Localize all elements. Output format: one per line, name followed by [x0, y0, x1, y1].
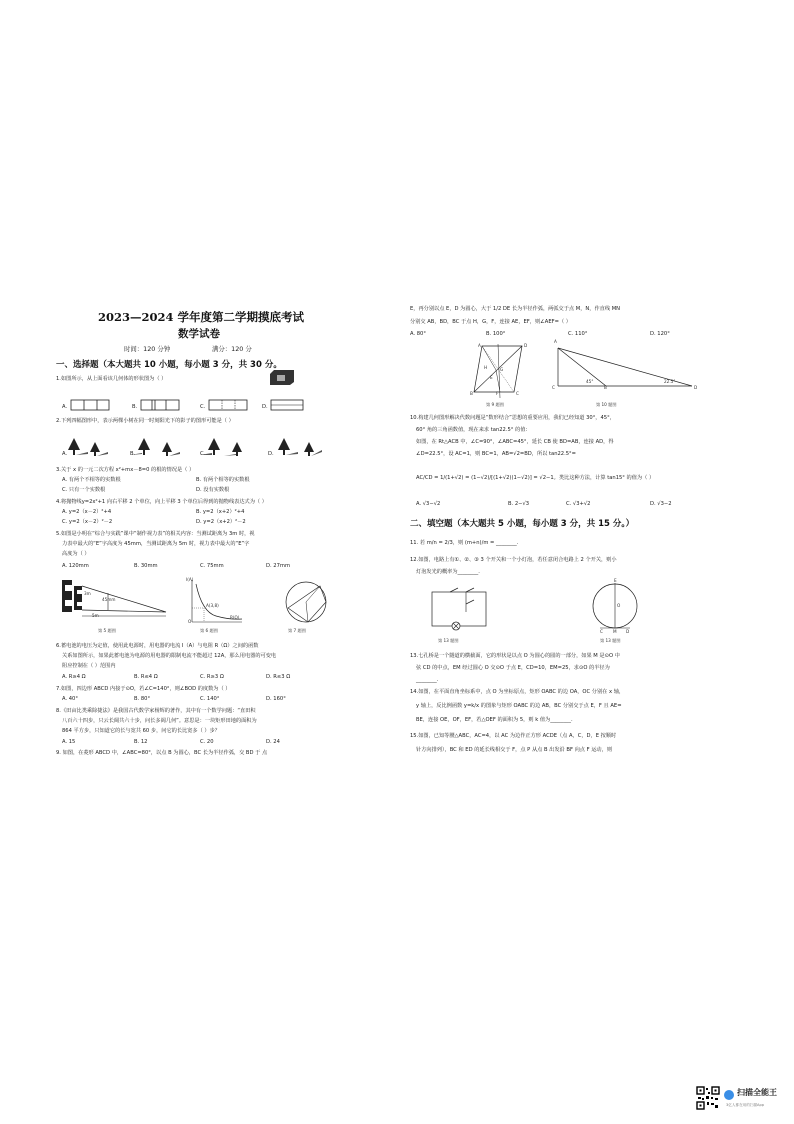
q6-axis-r: R(Ω) — [230, 615, 240, 620]
q10-label-c: C — [552, 385, 555, 390]
q9-continued-line1: E，再分别以点 E，D 为圆心，大于 1/2 DE 长为半径作弧，两弧交于点 M，N，作直线 MN — [410, 306, 621, 312]
q5-label-3m: 3m — [84, 591, 91, 596]
q10-angle-45: 45° — [586, 379, 594, 384]
q14-text-line2: y 轴上，反比例函数 y=k/x 的图象与矩形 OABC 的边 AB，BC 分别交于点 E，F 且 AE= — [416, 703, 622, 709]
q4-option-c: C. y=2（x－2）²－2 — [62, 519, 113, 525]
q2-option-d: D. — [268, 451, 274, 457]
q15-text-line2: 针方向排列），BC 和 ED 的延长线相交于 F，点 P 从点 B 出发沿 BF 向点 F 运动，则 — [416, 747, 612, 753]
q2-text: 2.下列四幅图形中，表示两棵小树在同一时刻阳光下的影子的图形可能是（ ） — [56, 418, 234, 424]
q6-option-d: D. R≤3 Ω — [266, 674, 291, 680]
q5-text-line1: 5.如图是小明在“综合与实践”课中“制作视力表”的相关内容：当测试距离为 3m 时，视 — [56, 531, 255, 537]
q8-option-b: B. 12 — [134, 739, 148, 745]
q8-option-c: C. 20 — [200, 739, 214, 745]
scanner-app-slogan: 3亿人都在用的扫描App — [726, 1103, 765, 1107]
exam-subtitle: 数学试卷 — [178, 328, 220, 340]
exam-time: 时间：120 分钟 — [124, 345, 171, 353]
q9-label-a: A — [478, 343, 481, 348]
q9-continued-line2: 分别交 AB，BD，BC 于点 H，G，F，连接 AE，EF，则∠AEF=（ ） — [410, 319, 571, 325]
q9-option-d: D. 120° — [650, 331, 670, 337]
section2-heading: 二、填空题（本大题共 5 小题，每小题 3 分，共 15 分。） — [410, 519, 635, 529]
section1-heading: 一、选择题（本大题共 10 小题，每小题 3 分，共 30 分。 — [56, 360, 282, 370]
q9-label-b: B — [470, 391, 473, 396]
q11-text: 11. 若 m/n = 2/3，则 (m+n)/m = ________. — [410, 540, 519, 546]
q1-option-d: D. — [262, 404, 268, 410]
scanner-logo-icon — [724, 1090, 734, 1100]
q10-text-line4: ∠D=22.5°，设 AC=1，则 BC=1，AB=√2=BD，所以 tan22.5°= — [416, 451, 576, 457]
scanner-app-name: 扫描全能王 — [737, 1088, 777, 1097]
q10-text-line5: AC/CD = 1/(1+√2) = (1−√2)/[(1+√2)(1−√2)] = √2−1。类比这种方法，计算 tan15° 的值为（ ） — [416, 475, 655, 481]
q7-circle-figure — [282, 578, 330, 626]
q9-text: 9. 如图，在菱形 ABCD 中，∠ABC=80°，以点 B 为圆心，BC 长为半径作弧，交 BD 于 点 — [56, 750, 268, 756]
q13-text-line2: 弦 CD 的中点，EM 经过圆心 O 交⊙O 于点 E，CD=10，EM=25，求⊙O 的半径为 — [416, 665, 610, 671]
q7-option-a: A. 40° — [62, 696, 78, 702]
q10-text-line1: 10.构建几何图形解决代数问题是“数形结合”思想的重要应用，我们已经知道 30°，45°， — [410, 415, 615, 421]
q8-text-line3: 864 平方步，只知道它的长与宽共 60 步，问它的长比宽多（ ）步？ — [62, 728, 220, 734]
q9-option-c2: C. 110° — [568, 331, 588, 337]
q10-option-b: B. 2−√3 — [508, 501, 530, 507]
q13-circle-figure — [590, 580, 640, 636]
q10-label-d: D — [694, 385, 698, 390]
q10-triangle-figure — [552, 344, 698, 392]
q9-label-h: H — [484, 365, 488, 370]
q13-text-line3: ________. — [416, 677, 439, 683]
qr-code-icon — [696, 1086, 720, 1110]
q7-option-b: B. 80° — [134, 696, 151, 702]
q10-figure-caption: 第 10 题图 — [596, 402, 617, 407]
q6-origin: O — [188, 619, 192, 624]
q15-text-line1: 15.如图，已知等腰△ABC，AC=4，以 AC 为边作正方形 ACDE（点 A，C，D，E 按顺时 — [410, 733, 617, 739]
q8-text-line2: 八百六十四步，只云长阔共六十步，问长多阔几何”。意思是：一块矩形田地的面积为 — [62, 718, 257, 724]
q4-text: 4.将抛物线y=2x²+1 向右平移 2 个单位，向上平移 3 个单位后得到的抛物线表达式为（ ） — [56, 499, 267, 505]
q6-text-line1: 6.蓄电池的电压为定值，使用此电源时，用电器的电流 I（A）与电阻 R（Ω）之间的函数 — [56, 643, 259, 649]
q3-option-b: B. 有两个相等的实数根 — [196, 477, 250, 483]
q9-label-f: F — [496, 391, 499, 396]
q9-label-c: C — [516, 391, 519, 396]
q5-figure-caption: 第 5 题图 — [98, 628, 116, 633]
q1-option-b: B. — [132, 404, 138, 410]
q5-text-line2: 力表中最大的“E”字高度为 45mm，当测试距离为 5m 时，视力表中最大的“E”字 — [62, 541, 250, 547]
q1-option-c-figure — [208, 399, 248, 411]
q9-label-g: G — [500, 367, 504, 372]
q14-text-line1: 14.如图，在平面直角坐标系中，点 O 为坐标原点，矩形 OABC 的边 OA，OC 分别在 x 轴， — [410, 689, 625, 695]
q7-figure-caption: 第 7 题图 — [288, 628, 306, 633]
q8-option-d: D. 24 — [266, 739, 280, 745]
q12-circuit-figure — [430, 584, 490, 632]
q6-figure-caption: 第 6 题图 — [200, 628, 218, 633]
q9-label-d: D — [524, 343, 528, 348]
q10-label-a: A — [554, 339, 557, 344]
q3-option-d: D. 没有实数根 — [196, 487, 230, 493]
q6-axis-i: I(A) — [186, 577, 194, 582]
q3-option-a: A. 有两个不相等的实数根 — [62, 477, 121, 483]
q10-text-line3: 如图，在 Rt△ACB 中，∠C=90°，∠ABC=45°，延长 CB 使 BD=AB，连接 AD，得 — [416, 439, 614, 445]
q12-text-line2: 灯泡发光的概率为________. — [416, 569, 480, 575]
q6-option-b: B. R≤4 Ω — [134, 674, 158, 680]
q3-text: 3.关于 x 的一元二次方程 x²+mx－8=0 的根的情况是（ ） — [56, 467, 195, 473]
q1-option-b-figure — [140, 399, 180, 411]
q12-figure-caption: 第 13 题图 — [438, 638, 459, 643]
q5-option-b: B. 30mm — [134, 563, 158, 569]
q5-option-a: A. 120mm — [62, 563, 89, 569]
q13-label-m: M — [613, 629, 617, 634]
q9-option-a: A. 80° — [410, 331, 426, 337]
q1-option-a-figure — [70, 399, 110, 411]
q1-option-c: C. — [200, 404, 206, 410]
q4-option-b: B. y=2（x+2）²+4 — [196, 509, 245, 515]
q13-label-o: O — [617, 603, 621, 608]
q8-option-a: A. 15 — [62, 739, 76, 745]
q10-option-a: A. √3−√2 — [416, 501, 441, 507]
q5-option-d: D. 27mm — [266, 563, 290, 569]
exam-title: 2023—2024 学年度第二学期摸底考试 — [98, 310, 305, 324]
q5-label-5m: 5m — [92, 613, 99, 618]
q6-option-a: A. R≥4 Ω — [62, 674, 86, 680]
q13-label-c: C — [600, 629, 603, 634]
q5-option-c: C. 75mm — [200, 563, 224, 569]
q6-point-label: A(3,8) — [206, 603, 219, 608]
q4-option-a: A. y=2（x－2）²+4 — [62, 509, 112, 515]
q13-text-line1: 13.七孔桥是一个隧道的横截面，它的形状是以点 O 为圆心的圆的一部分，如果 M 是⊙O 中 — [410, 653, 620, 659]
q2-option-c: C. — [200, 451, 206, 457]
q1-solid-icon — [268, 368, 296, 386]
q10-text-line2: 60° 角的三角函数值，现在来求 tan22.5° 的值： — [416, 427, 531, 433]
q2-option-b: B. — [130, 451, 136, 457]
exam-score: 满分：120 分 — [212, 345, 252, 353]
q5-text-line3: 高度为（ ） — [62, 551, 90, 557]
q9-option-b: B. 100° — [486, 331, 506, 337]
q1-text: 1.如图所示，从上面看该几何体的形状图为（ ） — [56, 376, 167, 382]
q14-text-line3: BE，连接 OE，OF，EF，若△OEF 的面积为 5，则 k 值为________. — [416, 717, 573, 723]
q8-text-line1: 8.《田亩比类乘除捷法》是我国古代数学家杨辉的著作，其中有一个数学问题：“直田积 — [56, 708, 256, 714]
q4-option-d: D. y=2（x+2）²－2 — [196, 519, 246, 525]
q7-text: 7.如图，四边形 ABCD 内接于⊙O，若∠C=140°，则∠BOD 的度数为（ ） — [56, 686, 231, 692]
q6-option-c: C. R≥3 Ω — [200, 674, 224, 680]
q9-label-e: E — [490, 375, 493, 380]
q6-text-line2: 关系如图所示，如果此蓄电池为电源的用电器的限制电流不能超过 12A，那么用电器的可变电 — [62, 653, 277, 659]
q12-text-line1: 12.如图，电路上有①、②、③ 3 个开关和一个小灯泡，若任意闭合电路上 2 个开关，则小 — [410, 557, 617, 563]
q10-option-c: C. √3+√2 — [566, 501, 591, 507]
q5-label-45mm: 45mm — [102, 597, 116, 602]
q13-label-e: E — [614, 578, 617, 583]
q10-label-b: B — [604, 385, 607, 390]
q13-figure-caption: 第 13 题图 — [600, 638, 621, 643]
q10-angle-22-5: 22.5° — [664, 379, 676, 384]
q6-text-line3: 阻应控制在（ ）范围内 — [62, 663, 116, 669]
q7-option-c: C. 140° — [200, 696, 220, 702]
q2-option-a: A. — [62, 451, 68, 457]
q13-label-d: D — [626, 629, 630, 634]
q3-option-c: C. 只有一个实数根 — [62, 487, 106, 493]
q5-eye-chart-figure — [62, 578, 172, 624]
q10-option-d: D. √3−2 — [650, 501, 672, 507]
q1-option-d-figure — [270, 399, 304, 411]
q1-option-a: A. — [62, 404, 68, 410]
q9-figure-caption: 第 9 题图 — [486, 402, 504, 407]
q7-option-d: D. 160° — [266, 696, 286, 702]
